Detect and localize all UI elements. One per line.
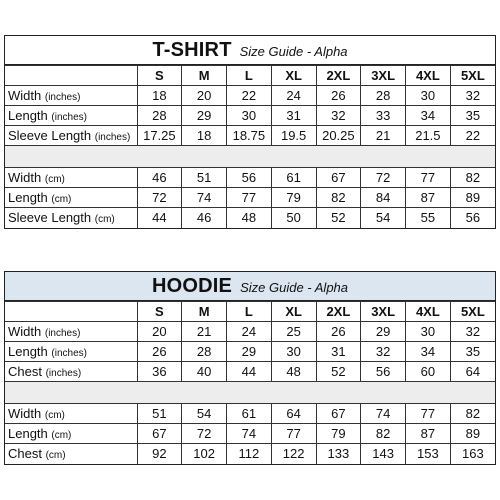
measurement-unit: (inches) — [44, 92, 81, 103]
table-row — [5, 106, 495, 126]
size-header-row — [5, 302, 495, 322]
value-cell: 56 — [361, 362, 406, 382]
divider-cell — [5, 382, 495, 404]
table-row — [5, 126, 495, 146]
size-header-cell: 3XL — [361, 66, 406, 86]
value-cell: 112 — [227, 444, 272, 464]
value-cell: 133 — [316, 444, 361, 464]
size-header-cell: 4XL — [406, 302, 451, 322]
measurement-unit: (cm) — [45, 450, 66, 462]
size-header-cell: 5XL — [450, 302, 495, 322]
table-row — [5, 362, 495, 382]
value-cell: 67 — [316, 168, 361, 188]
value-cell: 82 — [450, 404, 495, 424]
value-cell: 72 — [182, 424, 227, 444]
hoodie-guide-header — [5, 272, 495, 301]
value-cell: 84 — [361, 188, 406, 208]
value-cell: 72 — [137, 188, 182, 208]
value-cell: 22 — [227, 86, 272, 106]
value-cell: 89 — [450, 188, 495, 208]
measurement-label — [5, 188, 137, 208]
value-cell: 82 — [450, 168, 495, 188]
value-cell: 29 — [227, 342, 272, 362]
hoodie-guide-subtitle: Size Guide - Alpha — [240, 280, 349, 295]
tshirt-size-table — [5, 65, 495, 228]
value-cell: 29 — [361, 322, 406, 342]
size-header-cell: M — [182, 66, 227, 86]
value-cell: 26 — [316, 322, 361, 342]
measurement-name: Length — [8, 108, 48, 123]
value-cell: 60 — [406, 362, 451, 382]
section-divider — [5, 146, 495, 168]
value-cell: 22 — [450, 126, 495, 146]
value-cell: 28 — [182, 342, 227, 362]
size-header-cell: 2XL — [316, 302, 361, 322]
value-cell: 31 — [316, 342, 361, 362]
measurement-unit: (cm) — [94, 214, 115, 226]
measurement-label — [5, 362, 137, 382]
value-cell: 18 — [137, 86, 182, 106]
value-cell: 77 — [227, 188, 272, 208]
measurement-name: Width — [8, 170, 42, 185]
table-row — [5, 444, 495, 464]
measurement-unit: (inches) — [51, 112, 87, 123]
measurement-unit: (cm) — [51, 194, 72, 205]
value-cell: 72 — [361, 168, 406, 188]
value-cell: 35 — [450, 342, 495, 362]
value-cell: 26 — [316, 86, 361, 106]
value-cell: 48 — [227, 208, 272, 228]
value-cell: 30 — [406, 322, 451, 342]
value-cell: 143 — [361, 444, 406, 464]
measurement-unit: (cm) — [51, 430, 72, 441]
value-cell: 20 — [182, 86, 227, 106]
measurement-name: Width — [8, 406, 42, 421]
measurement-label — [5, 106, 137, 126]
value-cell: 82 — [316, 188, 361, 208]
measurement-name: Length — [8, 190, 48, 205]
value-cell: 44 — [227, 362, 272, 382]
value-cell: 28 — [137, 106, 182, 126]
value-cell: 32 — [450, 86, 495, 106]
value-cell: 92 — [137, 444, 182, 464]
measurement-name: Chest — [8, 446, 42, 462]
measurement-unit: (inches) — [44, 328, 81, 339]
value-cell: 89 — [450, 424, 495, 444]
value-cell: 21 — [182, 322, 227, 342]
measurement-name: Length — [8, 344, 48, 359]
value-cell: 56 — [227, 168, 272, 188]
value-cell: 55 — [406, 208, 451, 228]
value-cell: 30 — [271, 342, 316, 362]
value-cell: 74 — [182, 188, 227, 208]
size-header-cell: 3XL — [361, 302, 406, 322]
table-row — [5, 168, 495, 188]
measurement-name: Width — [8, 88, 42, 103]
value-cell: 24 — [227, 322, 272, 342]
value-cell: 35 — [450, 106, 495, 126]
measurement-label — [5, 444, 137, 464]
measurement-label — [5, 208, 137, 228]
value-cell: 74 — [227, 424, 272, 444]
value-cell: 21 — [361, 126, 406, 146]
value-cell: 34 — [406, 342, 451, 362]
table-row — [5, 342, 495, 362]
size-header-cell: M — [182, 302, 227, 322]
value-cell: 29 — [182, 106, 227, 126]
value-cell: 32 — [450, 322, 495, 342]
value-cell: 48 — [271, 362, 316, 382]
measurement-label — [5, 322, 137, 342]
value-cell: 74 — [361, 404, 406, 424]
measurement-unit: (cm) — [44, 410, 65, 421]
measurement-name: Width — [8, 324, 42, 339]
size-header-row — [5, 66, 495, 86]
value-cell: 17.25 — [137, 126, 182, 146]
value-cell: 87 — [406, 424, 451, 444]
table-row — [5, 424, 495, 444]
value-cell: 54 — [182, 404, 227, 424]
hoodie-size-guide — [4, 271, 496, 465]
value-cell: 19.5 — [271, 126, 316, 146]
value-cell: 40 — [182, 362, 227, 382]
value-cell: 20 — [137, 322, 182, 342]
size-header-cell: 4XL — [406, 66, 451, 86]
measurement-label — [5, 168, 137, 188]
value-cell: 52 — [316, 362, 361, 382]
value-cell: 25 — [271, 322, 316, 342]
measurement-name: Chest — [8, 364, 42, 379]
measurement-unit: (inches) — [45, 368, 82, 379]
value-cell: 77 — [406, 168, 451, 188]
value-cell: 79 — [316, 424, 361, 444]
value-cell: 32 — [361, 342, 406, 362]
value-cell: 18 — [182, 126, 227, 146]
tshirt-guide-header — [5, 36, 495, 65]
measurement-label — [5, 424, 137, 444]
value-cell: 87 — [406, 188, 451, 208]
value-cell: 46 — [182, 208, 227, 228]
value-cell: 122 — [271, 444, 316, 464]
tshirt-guide-subtitle: Size Guide - Alpha — [239, 44, 348, 59]
measurement-label — [5, 86, 137, 106]
size-header-cell: L — [227, 302, 272, 322]
value-cell: 50 — [271, 208, 316, 228]
size-header-cell: XL — [271, 302, 316, 322]
divider-cell — [5, 146, 495, 168]
value-cell: 36 — [137, 362, 182, 382]
size-header-cell: 5XL — [450, 66, 495, 86]
value-cell: 28 — [361, 86, 406, 106]
value-cell: 67 — [137, 424, 182, 444]
blank-header-cell — [5, 66, 137, 86]
tshirt-guide-title: T-SHIRT — [152, 38, 232, 61]
tshirt-size-guide — [4, 35, 496, 229]
value-cell: 56 — [450, 208, 495, 228]
measurement-unit: (cm) — [44, 174, 65, 185]
value-cell: 32 — [316, 106, 361, 126]
value-cell: 24 — [271, 86, 316, 106]
size-header-cell: L — [227, 66, 272, 86]
measurement-label — [5, 126, 137, 146]
table-row — [5, 86, 495, 106]
value-cell: 77 — [271, 424, 316, 444]
table-row — [5, 208, 495, 228]
size-header-cell: S — [137, 302, 182, 322]
measurement-name: Sleeve Length — [8, 128, 92, 143]
value-cell: 52 — [316, 208, 361, 228]
value-cell: 54 — [361, 208, 406, 228]
value-cell: 46 — [137, 168, 182, 188]
value-cell: 153 — [406, 444, 451, 464]
value-cell: 64 — [271, 404, 316, 424]
size-header-cell: S — [137, 66, 182, 86]
hoodie-size-table — [5, 301, 495, 464]
value-cell: 21.5 — [406, 126, 451, 146]
measurement-unit: (inches) — [51, 348, 87, 359]
value-cell: 31 — [271, 106, 316, 126]
value-cell: 20.25 — [316, 126, 361, 146]
measurement-unit: (inches) — [94, 132, 131, 143]
table-row — [5, 404, 495, 424]
hoodie-guide-title: HOODIE — [151, 274, 233, 297]
value-cell: 30 — [227, 106, 272, 126]
measurement-name: Length — [8, 426, 48, 441]
value-cell: 77 — [406, 404, 451, 424]
value-cell: 163 — [450, 444, 495, 464]
measurement-label — [5, 342, 137, 362]
value-cell: 64 — [450, 362, 495, 382]
value-cell: 102 — [182, 444, 227, 464]
measurement-name: Sleeve Length — [8, 210, 92, 226]
size-header-cell: 2XL — [316, 66, 361, 86]
section-divider — [5, 382, 495, 404]
value-cell: 61 — [227, 404, 272, 424]
value-cell: 67 — [316, 404, 361, 424]
value-cell: 82 — [361, 424, 406, 444]
value-cell: 33 — [361, 106, 406, 126]
value-cell: 61 — [271, 168, 316, 188]
value-cell: 18.75 — [227, 126, 272, 146]
value-cell: 26 — [137, 342, 182, 362]
value-cell: 51 — [137, 404, 182, 424]
value-cell: 30 — [406, 86, 451, 106]
table-row — [5, 188, 495, 208]
value-cell: 44 — [137, 208, 182, 228]
size-header-cell: XL — [271, 66, 316, 86]
blank-header-cell — [5, 302, 137, 322]
table-row — [5, 322, 495, 342]
value-cell: 51 — [182, 168, 227, 188]
measurement-label — [5, 404, 137, 424]
value-cell: 34 — [406, 106, 451, 126]
value-cell: 79 — [271, 188, 316, 208]
